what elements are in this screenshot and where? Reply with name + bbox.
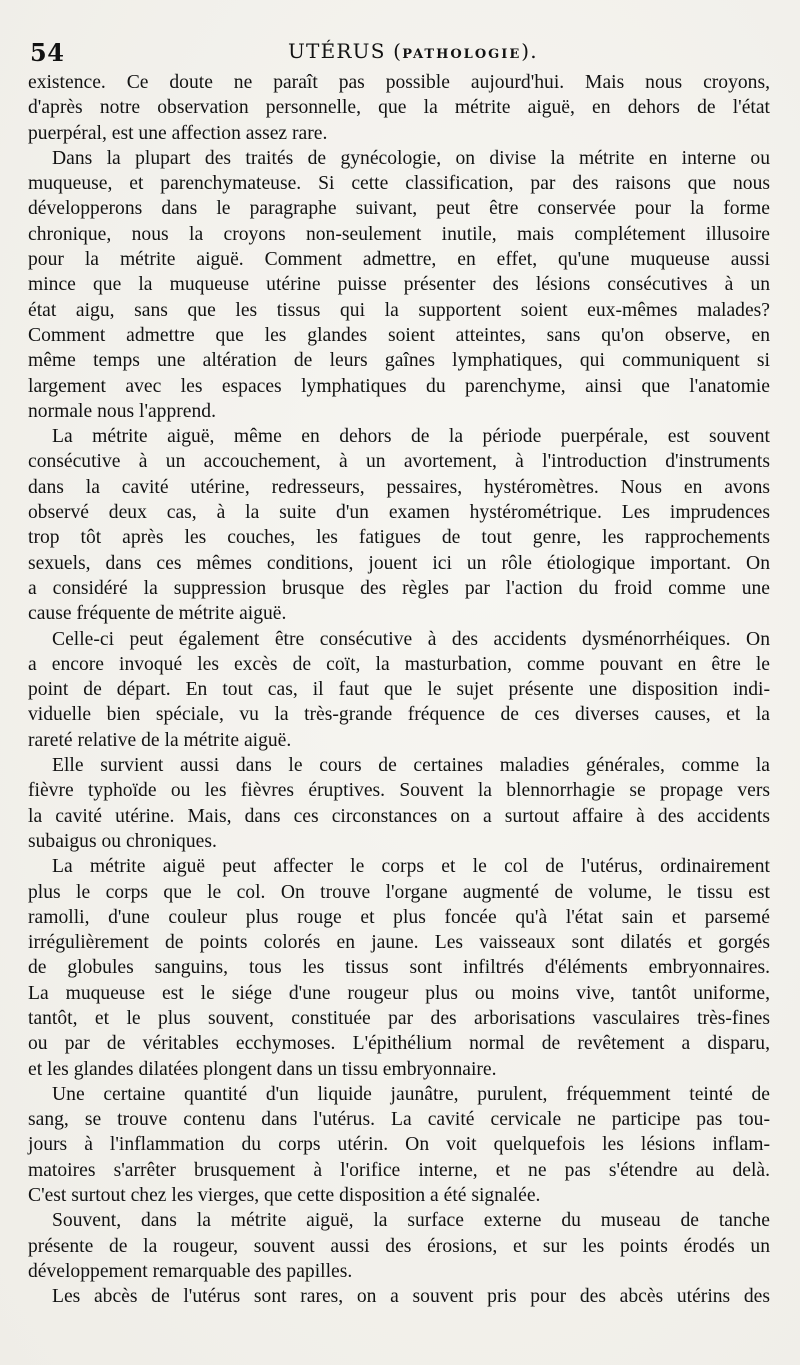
running-head xyxy=(28,26,770,70)
text-line: ou par de véritables ecchymoses. L'épithélium normal de revêtement a disparu, xyxy=(28,1033,770,1055)
paragraph xyxy=(28,1208,770,1284)
text-line: Dans la plupart des traités de gynécologie, on divise la métrite en interne ou xyxy=(52,147,770,169)
text-line: matoires s'arrêter brusquement à l'orifice interne, et ne pas s'étendre au delà. xyxy=(28,1159,770,1181)
text-line: d'après notre observation personnelle, que la métrite aiguë, en dehors de l'état xyxy=(28,97,770,119)
text-line: puerpéral, est une affection assez rare. xyxy=(28,122,328,144)
text-line: La métrite aiguë, même en dehors de la période puerpérale, est souvent xyxy=(52,426,770,448)
text-line: sang, se trouve contenu dans l'utérus. La cavité cervicale ne participe pas tou- xyxy=(28,1109,770,1131)
text-line: ramolli, d'une couleur plus rouge et plus foncée qu'à l'état sain et parsemé xyxy=(28,906,770,928)
paragraph xyxy=(28,854,770,1082)
text-line: jours à l'inflammation du corps utérin. On voit quelquefois les lésions inflam- xyxy=(28,1134,770,1156)
text-line: observé deux cas, à la suite d'un examen hystérométrique. Les imprudences xyxy=(28,502,770,524)
text-line: chronique, nous la croyons non-seulement inutile, mais complétement illusoire xyxy=(28,223,770,245)
text-line: trop tôt après les couches, les fatigues de tout genre, les rapprochements xyxy=(28,527,770,549)
text-line: Souvent, dans la métrite aiguë, la surface externe du museau de tanche xyxy=(52,1210,770,1232)
text-line: Les abcès de l'utérus sont rares, on a souvent pris pour des abcès utérins des xyxy=(52,1286,770,1308)
running-title-main: UTÉRUS xyxy=(288,39,386,63)
running-title-sub: PATHOLOGIE xyxy=(402,47,522,62)
text-line: Comment admettre que les glandes soient atteintes, sans qu'on observe, en xyxy=(28,324,770,346)
text-line: même temps une altération de leurs gaînes lymphatiques, qui communiquent si xyxy=(28,350,770,372)
page-number: 54 xyxy=(30,38,65,67)
paragraph xyxy=(28,146,770,424)
text-line: tantôt, et le plus souvent, constituée par des arborisations vasculaires très-fines xyxy=(28,1007,770,1029)
text-line: muqueuse, et parenchymateuse. Si cette classification, par des raisons que nous xyxy=(28,173,770,195)
paragraph xyxy=(28,1082,770,1208)
text-line: a encore invoqué les excès de coït, la masturbation, comme pouvant en être le xyxy=(28,653,770,675)
text-line: et les glandes dilatées plongent dans un tissu embryonnaire. xyxy=(28,1058,497,1080)
text-line: subaigus ou chroniques. xyxy=(28,830,217,852)
text-line: développement remarquable des papilles. xyxy=(28,1260,353,1282)
text-line: Une certaine quantité d'un liquide jaunâtre, purulent, fréquemment teinté de xyxy=(52,1083,770,1105)
text-line: point de départ. En tout cas, il faut que le sujet présente une disposition indi- xyxy=(28,679,770,701)
text-line: de globules sanguins, tous les tissus sont infiltrés d'éléments embryonnaires. xyxy=(28,957,770,979)
text-line: normale nous l'apprend. xyxy=(28,400,216,422)
paragraph xyxy=(28,70,770,146)
paragraph xyxy=(28,1284,770,1309)
paragraph xyxy=(28,753,770,854)
paragraph xyxy=(28,424,770,626)
text-line: consécutive à un accouchement, à un avortement, à l'introduction d'instruments xyxy=(28,451,770,473)
text-line: pour la métrite aiguë. Comment admettre, en effet, qu'une muqueuse aussi xyxy=(28,249,770,271)
text-line: Celle-ci peut également être consécutive à des accidents dysménorrhéiques. On xyxy=(52,628,770,650)
text-line: présente de la rougeur, souvent aussi des érosions, et sur les points érodés un xyxy=(28,1235,770,1257)
text-line: état aigu, sans que les tissus qui la supportent soient eux-mêmes malades? xyxy=(28,299,770,321)
text-line: largement avec les espaces lymphatiques du parenchyme, ainsi que l'anatomie xyxy=(28,375,770,397)
text-line: existence. Ce doute ne paraît pas possible aujourd'hui. Mais nous croyons, xyxy=(28,72,770,93)
text-line: irrégulièrement de points colorés en jaune. Les vaisseaux sont dilatés et gorgés xyxy=(28,932,770,954)
text-line: fièvre typhoïde ou les fièvres éruptives. Souvent la blennorrhagie se propage vers xyxy=(28,780,770,802)
text-line: dans la cavité utérine, redresseurs, pessaires, hystéromètres. Nous en avons xyxy=(28,476,770,498)
text-line: viduelle bien spéciale, vu la très-grande fréquence de ces diverses causes, et la xyxy=(28,704,770,726)
text-line: C'est surtout chez les vierges, que cette disposition a été signalée. xyxy=(28,1185,541,1207)
text-line: La métrite aiguë peut affecter le corps et le col de l'utérus, ordinairement xyxy=(52,856,770,878)
text-line: la cavité utérine. Mais, dans ces circonstances on a surtout affaire à des accidents xyxy=(28,805,770,827)
text-line: développerons dans le paragraphe suivant, peut être conservée pour la forme xyxy=(28,198,770,220)
text-line: La muqueuse est le siége d'une rougeur plus ou moins vive, tantôt uniforme, xyxy=(28,982,770,1004)
text-line: a considéré la suppression brusque des règles par l'action du froid comme une xyxy=(28,577,770,599)
text-line: sexuels, dans ces mêmes conditions, jouent ici un rôle étiologique important. On xyxy=(28,552,770,574)
body-text xyxy=(28,70,770,1310)
text-line: Elle survient aussi dans le cours de certaines maladies générales, comme la xyxy=(52,755,770,777)
text-line: rareté relative de la métrite aiguë. xyxy=(28,729,292,751)
running-title: UTÉRUS (PATHOLOGIE). xyxy=(288,39,538,63)
text-line: plus le corps que le col. On trouve l'organe augmenté de volume, le tissu est xyxy=(28,881,770,903)
text-line: cause fréquente de métrite aiguë. xyxy=(28,603,287,625)
paragraph xyxy=(28,627,770,753)
text-line: mince que la muqueuse utérine puisse présenter des lésions consécutives à un xyxy=(28,274,770,296)
